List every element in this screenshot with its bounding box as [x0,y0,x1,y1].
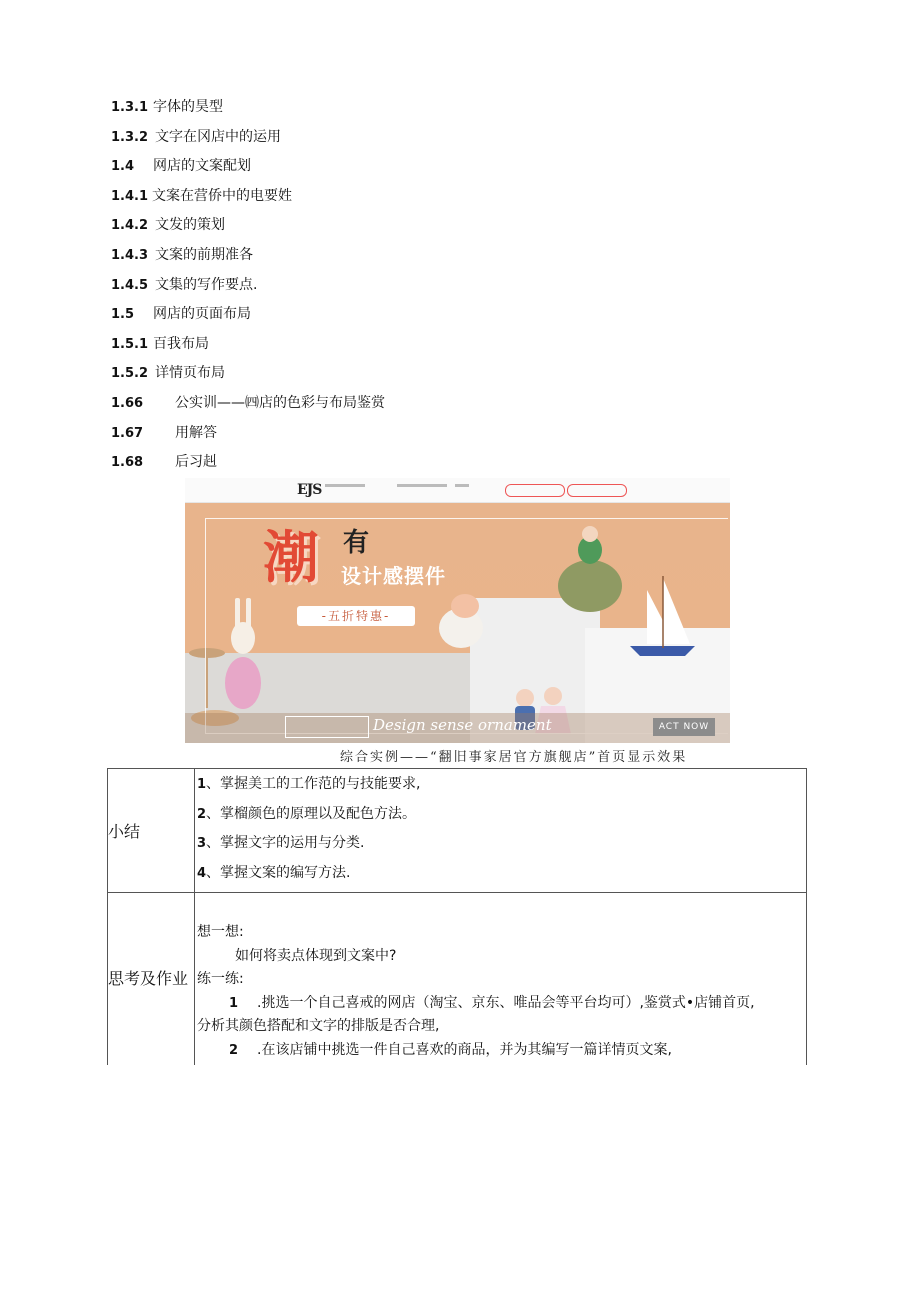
toc-number: 1.4 [111,159,135,175]
toc-number: 1.67 [111,425,144,441]
toc-item [111,392,385,422]
practice-task-number: 1 [229,995,239,1011]
practice-task-text: .在该店铺中挑选一件自己喜欢的商品，并为其编写一篇详情页文案, [257,1041,672,1058]
banner-headline-small: 有 [343,528,370,558]
toc-text: 公实训——㈣店的色彩与布局鉴赏 [175,394,385,411]
banner-script-text: Design sense ornament [373,716,552,734]
summary-item [195,770,806,800]
toc-item [111,96,223,126]
homework-content [195,893,807,1066]
practice-task [197,1039,806,1063]
toc-text: 用解答 [175,424,217,441]
summary-table [107,768,807,1065]
toc-text: 后习赳 [175,454,217,471]
toc-number: 1.5.1 [111,336,149,352]
summary-item [195,800,806,830]
toc-item [111,422,217,452]
toc-text: 文案在营侨中的电要姓 [152,187,292,204]
toc-number: 1.3.1 [111,100,149,115]
toc-number: 1.68 [111,455,144,471]
act-now-button: ACT NOW [653,718,715,736]
practice-task [197,992,806,1016]
toc-text: 网店的页面布局 [153,306,251,323]
toc-number: 1.4.1 [111,188,149,204]
toc-number: 1.66 [111,395,144,411]
homework-row [108,893,807,1066]
homework-label: 思考及作业 [108,893,195,1066]
think-title: 想一想: [197,924,244,940]
toc-item [111,362,225,392]
banner-discount-tag: -五折特惠- [297,606,415,626]
summary-label: 小结 [108,769,195,893]
summary-item-number: 4 [197,865,207,881]
summary-item-number: 3 [197,836,207,851]
summary-item-text: 、掌榴颜色的原理以及配色方法。 [206,805,417,822]
summary-item [195,859,806,889]
toc-item [111,155,251,185]
banner-headline-big: 潮 [263,526,319,591]
toc-item [111,333,209,363]
toc-text: 文案的前期准各 [155,246,253,263]
summary-item-number: 2 [197,806,207,822]
toc-number: 1.3.2 [111,129,149,145]
toc-item [111,126,281,156]
figure-caption: 综合实例——“翻旧事家居官方旗舰店”首页显示效果 [340,750,688,765]
practice-task-continuation: 分析其颜色搭配和文字的排版是否合理, [197,1018,440,1034]
toc-text: 网店的文案配划 [153,158,251,175]
table-of-contents [111,96,385,481]
toc-number: 1.4.3 [111,247,149,263]
toc-number: 1.4.2 [111,218,149,234]
toc-text: 文字在冈店中的运用 [155,128,281,145]
think-question: 如何将卖点体现到文案中? [235,947,397,964]
summary-item-text: 、掌握文案的编写方法. [206,864,351,881]
store-banner-image [185,478,730,743]
toc-item [111,214,225,244]
toc-number: 1.5 [111,307,135,323]
toc-text: 详情页布局 [155,365,225,382]
toc-number: 1.4.5 [111,277,149,293]
toc-number: 1.5.2 [111,366,149,382]
toc-item [111,274,258,304]
toc-text: 百我布局 [153,335,209,352]
toc-item [111,451,217,481]
toc-item [111,303,251,333]
summary-item [195,829,806,859]
summary-row [108,769,807,893]
toc-item [111,185,292,215]
banner-subtitle: 设计感摆件 [341,564,446,588]
summary-content [195,769,807,893]
store-logo: EJS [297,482,322,498]
toc-text: 文发的策划 [155,217,225,234]
toc-text: 字体的昊型 [153,99,223,115]
practice-title: 练一练: [197,971,244,987]
summary-item-number: 1 [197,777,207,792]
toc-text: 文集的写作要点. [155,276,258,293]
summary-item-text: 、掌握美工的工作范的与技能要求, [206,776,421,792]
summary-item-text: 、掌握文字的运用与分类. [206,835,365,851]
practice-task-number: 2 [229,1042,239,1058]
practice-task-text: .挑选一个自己喜戒的网店（淘宝、京东、唯品会等平台均可）,鉴赏式•店铺首页, [257,994,755,1011]
toc-item [111,244,253,274]
